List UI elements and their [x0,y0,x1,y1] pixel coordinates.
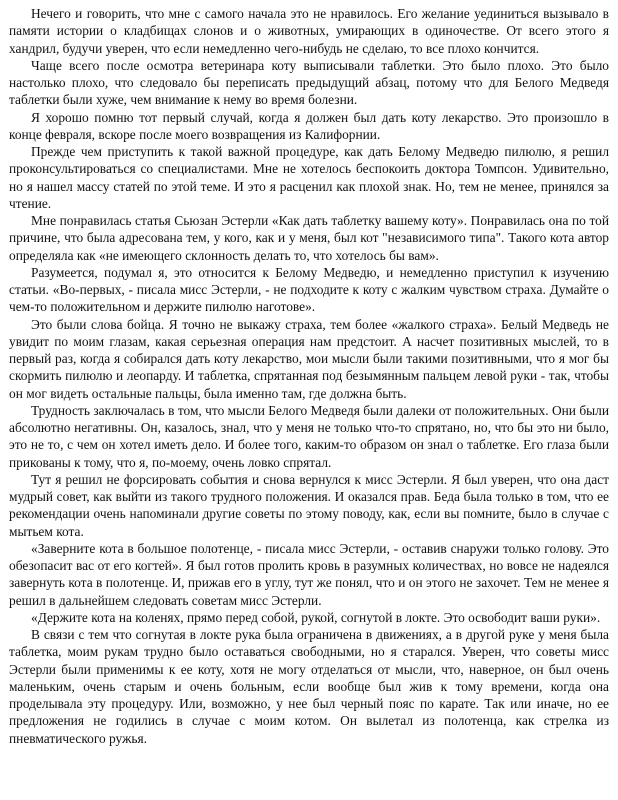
paragraph-7: Это были слова бойца. Я точно не выкажу страха, тем более «жалкого страха». Белый Медведь не увидит по моим глазам, какая серьезная операция нам предстоит. А насчет позитивных мыслей, то в первый раз, когда я собирался дать коту лекарство, мои мысли были такими позитивными, что я мог бы скормить пилюлю и леопарду. И таблетка, спрятанная под безымянным пальцем левой руки - так, чтобы он мог видеть остальные пальцы, была именно там, где должна быть. [9,316,609,401]
paragraph-10: «Заверните кота в большое полотенце, - писала мисс Эстерли, - оставив снаружи только голову. Это обезопасит вас от его когтей». Я был готов пролить кровь в разумных количествах, но вовсе не надеялся завернуть кота в полотенце. И, прижав его в углу, тут же понял, что и он этого не захочет. Тем не менее я решил в дальнейшем следовать советам мисс Эстерли. [9,540,609,608]
paragraph-6: Разумеется, подумал я, это относится к Белому Медведю, и немедленно приступил к изучению статьи. «Во-первых, - писала мисс Эстерли, - не подходите к коту с жалким чувством страха. Думайте о чем-то положительном и держите пилюлю наготове». [9,264,609,315]
paragraph-9: Тут я решил не форсировать события и снова вернулся к мисс Эстерли. Я был уверен, что она даст мудрый совет, как выйти из такого трудного положения. И оказался прав. Беда была только в том, что ее рекомендации очень напоминали другие советы по этому поводу, как, если вы помните, было в случае с мытьем кота. [9,471,609,539]
paragraph-1: Нечего и говорить, что мне с самого начала это не нравилось. Его желание уединиться вызывало в памяти истории о кладбищах слонов и о животных, умирающих в одиночестве. От всего этого я хандрил, будучи уверен, что если немедленно чего-нибудь не сделаю, то все плохо кончится. [9,6,609,56]
paragraph-3: Я хорошо помню тот первый случай, когда я должен был дать коту лекарство. Это произошло в конце февраля, вскоре после моего возвращения из Калифорнии. [9,109,609,142]
paragraph-4: Прежде чем приступить к такой важной процедуре, как дать Белому Медведю пилюлю, я решил проконсультироваться со специалистами. Мне не хотелось беспокоить доктора Томпсон. Удивительно, но я нашел массу статей по этой теме. И это я расценил как плохой знак. Но, тем не менее, принялся за чтение. [9,144,609,211]
paragraph-5: Мне понравилась статья Сьюзан Эстерли «Как дать таблетку вашему коту». Понравилась она по той причине, что была адресована тем, у кого, как и у меня, был кот "независимого типа". Такого кота автор определяла как «не имеющего склонность делать то, что хотелось бы вам». [9,213,609,263]
paragraph-11: «Держите кота на коленях, прямо перед собой, рукой, согнутой в локте. Это освободит ваши руки». [31,609,601,625]
paragraph-2: Чаще всего после осмотра ветеринара коту выписывали таблетки. Это было плохо. Это было настолько плохо, что следовало бы переписать предыдущий абзац, потому что для Белого Медведя таблетки были хуже, чем внимание к нему во время болезни. [9,57,609,108]
paragraph-12: В связи с тем что согнутая в локте рука была ограничена в движениях, а в другой руке у меня была таблетка, моим рукам трудно было оставаться свободными, но я старался. Уверен, что советы мисс Эстерли были применимы к ее коту, хотя не могу отделаться от мысли, что, наверное, он был очень маленьким, очень старым и очень больным, если вообще был жив к тому времени, когда она проделывала эту процедуру. Или, возможно, у нее был черный пояс по карате. Так или иначе, но ее предложения не годились в случае с моим котом. Он вылетал из полотенца, как стрелка из пневматического ружья. [9,627,609,746]
paragraph-8: Трудность заключалась в том, что мысли Белого Медведя были далеки от положительных. Они были абсолютно негативны. Он, казалось, знал, что у меня не только что-то спрятано, но, что бы это ни было, это не то, с чем он хотел иметь дело. И более того, каким-то образом он знал о таблетке. Его глаза были прикованы к тому, что я, по-моему, очень ловко спрятал. [9,402,609,470]
